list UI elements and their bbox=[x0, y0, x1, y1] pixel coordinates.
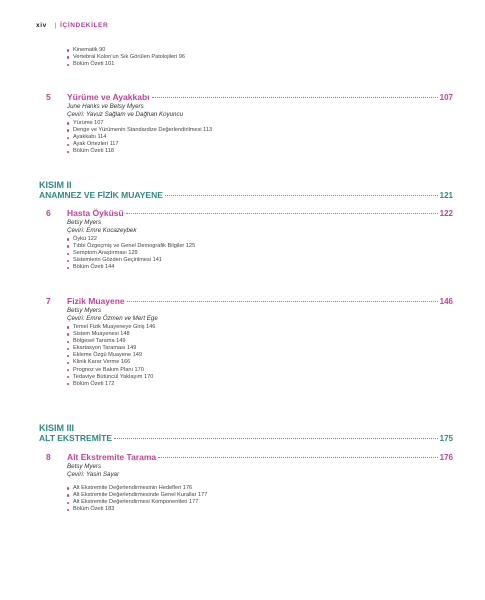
list-item: Prognoz ve Bakım Planı 170 bbox=[67, 367, 155, 374]
chapter-items bbox=[67, 236, 195, 271]
chapter-items bbox=[67, 120, 212, 155]
chapter-title-line[interactable] bbox=[67, 296, 453, 306]
chapter-authors: June Hanks ve Betsy Myers bbox=[67, 103, 144, 110]
list-item: Öykü 122 bbox=[67, 236, 195, 243]
list-item: Temel Fizik Muayeneye Giriş 146 bbox=[67, 324, 155, 331]
part-label: KISIM III bbox=[39, 423, 75, 433]
chapter-number: 8 bbox=[46, 452, 51, 462]
chapter-title: Fizik Muayene bbox=[67, 296, 125, 306]
list-item: Ayak Ortezleri 117 bbox=[67, 141, 212, 148]
list-item: Bölüm Özeti 101 bbox=[67, 61, 185, 68]
header-divider: | bbox=[54, 22, 58, 29]
list-item: Sistem Muayenesi 148 bbox=[67, 331, 155, 338]
list-item: Alt Ekstremite Değerlendirmesinde Genel Kurallar 177 bbox=[67, 492, 207, 499]
part-title: ANAMNEZ VE FİZİK MUAYENE bbox=[39, 190, 163, 200]
list-item: Yürüme 107 bbox=[67, 120, 212, 127]
chapter-items bbox=[67, 485, 207, 513]
chapter-page: 176 bbox=[439, 453, 453, 462]
chapter-number: 6 bbox=[46, 208, 51, 218]
list-item: Bölüm Özeti 118 bbox=[67, 148, 212, 155]
chapter-title-line[interactable] bbox=[67, 452, 453, 462]
list-item: Bölgesel Tarama 149 bbox=[67, 338, 155, 345]
leader-dots bbox=[158, 457, 438, 458]
chapter-number: 5 bbox=[46, 92, 51, 102]
list-item: Ekartasyon Taraması 149 bbox=[67, 345, 155, 352]
chapter-translators: Çeviri: Emre Özmen ve Mert Ege bbox=[67, 315, 158, 322]
list-item: Vertebral Kolon’un Sık Görülen Patolojileri 96 bbox=[67, 54, 185, 61]
chapter-page: 122 bbox=[439, 209, 453, 218]
chapter-title: Hasta Öyküsü bbox=[67, 208, 124, 218]
list-item: Semptom Araştırması 129 bbox=[67, 250, 195, 257]
list-item: Tedaviye Bütüncül Yaklaşım 170 bbox=[67, 374, 155, 381]
chapter-authors: Betsy Myers bbox=[67, 219, 102, 226]
page-number: xiv bbox=[36, 22, 47, 29]
list-item: Alt Ekstremite Değerlendirmesi Komponentleri 177 bbox=[67, 499, 207, 506]
chapter-authors: Betsy Myers bbox=[67, 463, 102, 470]
leader-dots bbox=[152, 97, 438, 98]
chapter-title-line[interactable] bbox=[67, 92, 453, 102]
chapter-title-line[interactable] bbox=[67, 208, 453, 218]
page-header bbox=[36, 22, 108, 29]
list-item: Kinematik 90 bbox=[67, 47, 185, 54]
chapter-translators: Çeviri: Yavuz Sağlam ve Dağhan Koyuncu bbox=[67, 111, 184, 118]
leader-dots bbox=[127, 301, 438, 302]
chapter-number: 7 bbox=[46, 296, 51, 306]
chapter-translators: Çeviri: Emre Kocazeybek bbox=[67, 227, 137, 234]
list-item: Klinik Karar Verme 166 bbox=[67, 359, 155, 366]
prev-chapter-items bbox=[67, 47, 185, 68]
leader-dots bbox=[165, 195, 438, 196]
chapter-title: Yürüme ve Ayakkabı bbox=[67, 92, 150, 102]
header-title: İÇİNDEKİLER bbox=[60, 22, 109, 29]
part-title-line[interactable] bbox=[39, 433, 453, 444]
list-item: Bölüm Özeti 183 bbox=[67, 506, 207, 513]
list-item: Alt Ekstremite Değerlendirmesinin Hedefleri 176 bbox=[67, 485, 207, 492]
chapter-title: Alt Ekstremite Tarama bbox=[67, 452, 157, 462]
leader-dots bbox=[126, 213, 438, 214]
part-label: KISIM II bbox=[39, 180, 72, 190]
chapter-page: 107 bbox=[439, 93, 453, 102]
list-item: Ekleme Özgü Muayene 149 bbox=[67, 352, 155, 359]
list-item: Sistemlerin Gözden Geçirilmesi 141 bbox=[67, 257, 195, 264]
list-item: Denge ve Yürümenin Standardize Değerlendirilmesi 113 bbox=[67, 127, 212, 134]
list-item: Ayakkabı 114 bbox=[67, 134, 212, 141]
list-item: Bölüm Özeti 172 bbox=[67, 381, 155, 388]
list-item: Tıbbi Özgeçmiş ve Genel Demografik Bilgiler 125 bbox=[67, 243, 195, 250]
chapter-authors: Betsy Myers bbox=[67, 307, 102, 314]
list-item: Bölüm Özeti 144 bbox=[67, 264, 195, 271]
part-page: 121 bbox=[439, 191, 453, 200]
part-title-line[interactable] bbox=[39, 190, 453, 201]
leader-dots bbox=[114, 438, 438, 439]
chapter-translators: Çeviri: Yasin Sayar bbox=[67, 471, 120, 478]
chapter-page: 146 bbox=[439, 297, 453, 306]
part-page: 175 bbox=[439, 434, 453, 443]
part-title: ALT EKSTREMİTE bbox=[39, 433, 113, 443]
chapter-items bbox=[67, 324, 155, 388]
